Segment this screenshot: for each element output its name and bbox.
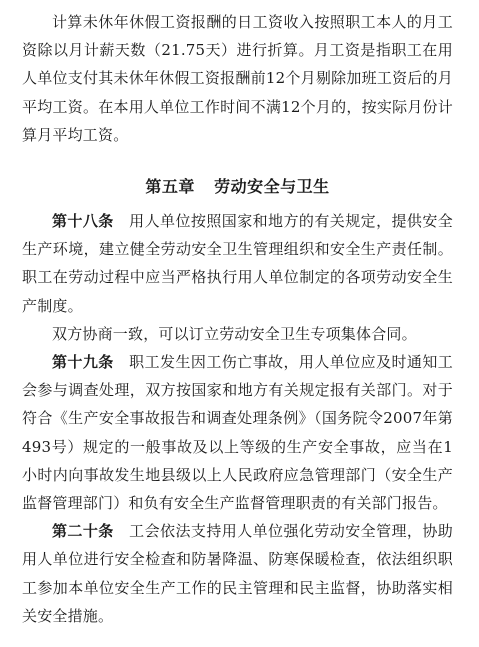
article-19-label: 第十九条	[52, 353, 114, 372]
article-20	[22, 517, 453, 630]
article-18-text: 用人单位按照国家和地方的有关规定，提供安全生产环境，建立健全劳动安全卫生管理组织和安全生产责任制。职工在劳动过程中应当严格执行用人单位制定的各项劳动安全生产制度。	[22, 212, 453, 315]
paragraph-consult-text: 双方协商一致，可以订立劳动安全卫生专项集体合同。	[52, 324, 417, 343]
article-18	[22, 207, 453, 320]
paragraph-consult	[22, 320, 453, 348]
article-20-text: 工会依法支持用人单位强化劳动安全管理，协助用人单位进行安全检查和防暑降温、防寒保暖检查，依法组织职工参加本单位安全生产工作的民主管理和民主监督，协助落实相关安全措施。	[22, 522, 453, 625]
article-19-text: 职工发生因工伤亡事故，用人单位应及时通知工会参与调查处理，双方按国家和地方有关规定报有关部门。对于符合《生产安全事故报告和调查处理条例》（国务院令2007年第493号）规定的一般事故及以上等级的生产安全事故，应当在1小时内向事故发生地县级以上人民政府应急管理部门（安全生产监督管理部门）和负有安全生产监督管理职责的有关部门报告。	[22, 353, 453, 513]
article-20-label: 第二十条	[52, 522, 114, 541]
article-18-label: 第十八条	[52, 212, 114, 231]
chapter-heading	[22, 173, 453, 201]
article-19	[22, 348, 453, 517]
chapter-title: 劳动安全与卫生	[214, 177, 330, 197]
paragraph-intro-text: 计算未休年休假工资报酬的日工资收入按照职工本人的月工资除以月计薪天数（21.75天）进行折算。月工资是指职工在用人单位支付其未休年休假工资报酬前12个月剔除加班工资后的月平均工资。在本用人单位工作时间不满12个月的，按实际月份计算月平均工资。	[22, 13, 453, 144]
chapter-number: 第五章	[145, 177, 195, 197]
paragraph-intro	[22, 8, 453, 149]
